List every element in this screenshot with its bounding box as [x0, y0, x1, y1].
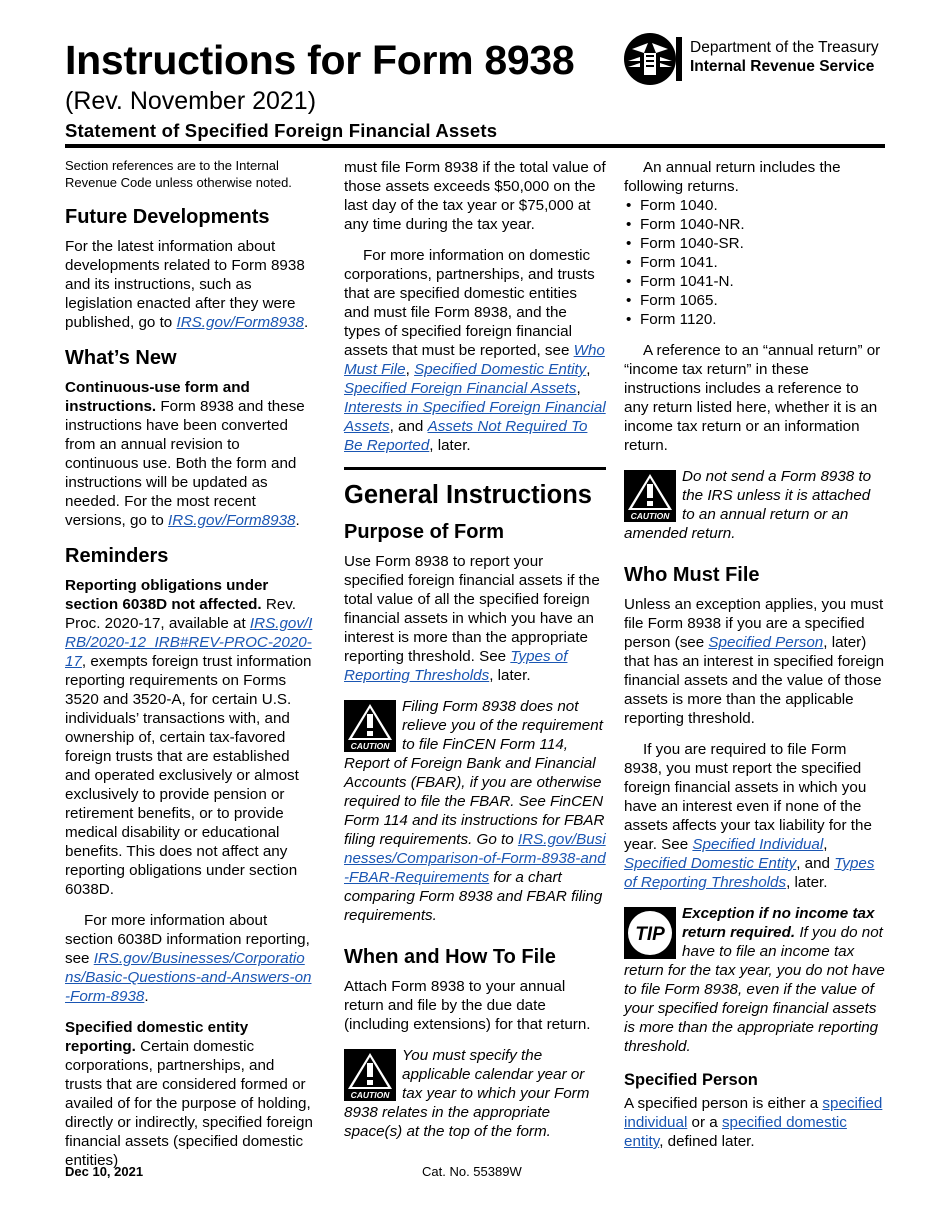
column-1 [65, 158, 313, 1182]
continued-text: must file Form 8938 if the total value of those assets exceeds $50,000 on the last day of the tax year or $75,000 at any time during the tax year. [344, 159, 606, 233]
list-item: • Form 1040-NR. [624, 215, 886, 234]
continuous-use-text: Continuous-use form and instructions. Form 8938 and these instructions have been converted from an annual revision to continuous use. Both the form and instructions will be updated as needed. For the most recent versions, go to IRS.gov/Form8938. [65, 379, 305, 529]
column-3 [624, 158, 886, 1163]
heading-specified-person: Specified Person [624, 1071, 758, 1089]
agency-department: Department of the Treasury [690, 39, 879, 56]
list-item: • Form 1041-N. [624, 272, 886, 291]
link-rev-proc[interactable]: IRS.gov/IRB/2020-12_IRB#REV-PROC-2020-17 [65, 615, 313, 670]
heading-reminders: Reminders [65, 545, 169, 567]
caution-label: CAUTION [630, 511, 670, 521]
more-info-domestic-text: For more information on domestic corporations, partnerships, and trusts that are specified domestic entities and must file Form 8938, and the types of specified foreign financial assets that must be reported, see Who Must File, Specified Domestic Entity, Specified Foreign Financial Assets, Interests in Specified Foreign Financial Assets, and Assets Not Required To Be Reported, later. [344, 247, 606, 454]
caution-label: CAUTION [350, 1090, 390, 1100]
when-text: Attach Form 8938 to your annual return and file by the due date (including extensions) for that return. [344, 978, 591, 1033]
link-specified-person[interactable]: Specified Person [708, 634, 824, 651]
page-title: Instructions for Form 8938 [65, 37, 575, 83]
link-irs-form8938-2[interactable]: IRS.gov/Form8938 [168, 512, 296, 529]
list-item: • Form 1040-SR. [624, 234, 886, 253]
annual-return-text: An annual return includes the following returns. [624, 159, 841, 195]
annual-return-reference-text: A reference to an “annual return” or “income tax return” in these instructions includes a reference to any return listed here, whether it is an income tax return or an information return. [624, 342, 881, 454]
link-types-of-thresholds-2[interactable]: Types of Reporting Thresholds [624, 855, 875, 891]
heading-who-must-file: Who Must File [624, 564, 760, 586]
heading-when-and-how: When and How To File [344, 946, 556, 968]
footer-date: Dec 10, 2021 [65, 1164, 144, 1179]
link-specified-domestic-entity-2[interactable]: Specified Domestic Entity [624, 855, 797, 872]
caution-icon [624, 470, 676, 522]
tip-icon [624, 907, 676, 959]
purpose-text: Use Form 8938 to report your specified foreign financial assets if the total value of all the specified foreign financial assets in which you have an interest is more than the appropriate reporting threshold. See Types of Reporting Thresholds, later. [344, 553, 600, 684]
link-basic-questions[interactable]: IRS.gov/Businesses/Corporations/Basic-Questions-and-Answers-on-Form-8938 [65, 950, 312, 1005]
list-item: • Form 1040. [624, 196, 886, 215]
tip-label: TIP [635, 924, 665, 945]
link-specified-individual-2[interactable]: specified individual [624, 1095, 883, 1131]
link-interests-in-sffa[interactable]: Interests in Specified Foreign Financial Assets [344, 399, 606, 435]
more-info-6038d-text: For more information about section 6038D information reporting, see IRS.gov/Businesses/Corporations/Basic-Questions-and-Answers-on-Form-8938. [65, 912, 312, 1005]
required-to-file-text: If you are required to file Form 8938, you must report the specified foreign financial assets in which you have an interest even if none of the assets affects your tax liability for the year. See Specified Individual, Specified Domestic Entity, and Types of Reporting Thresholds, later. [624, 741, 875, 891]
list-item: • Form 1065. [624, 291, 886, 310]
agency-name [690, 38, 879, 76]
caution-icon [344, 1049, 396, 1101]
section-references: Section references are to the Internal Revenue Code unless otherwise noted. [65, 158, 292, 190]
irs-eagle-logo-icon [622, 31, 684, 87]
heading-purpose-of-form: Purpose of Form [344, 521, 505, 543]
link-comparison-8938-fbar[interactable]: IRS.gov/Businesses/Comparison-of-Form-8938-and-FBAR-Requirements [344, 831, 606, 886]
who-must-file-text: Unless an exception applies, you must file Form 8938 if you are a specified person (see Specified Person, later) that has an interest in specified foreign financial assets and the value of those assets is more than the applicable reporting threshold. [624, 596, 885, 727]
specified-domestic-entity-text: Specified domestic entity reporting. Certain domestic corporations, partnerships, and trusts that are considered formed or availed of for the purpose of holding, directly or indirectly, specified foreign financial assets (specified domestic entities) [65, 1019, 313, 1169]
link-specified-individual[interactable]: Specified Individual [692, 836, 824, 853]
heading-whats-new: What’s New [65, 347, 177, 369]
list-item: • Form 1120. [624, 310, 886, 329]
agency-irs: Internal Revenue Service [690, 58, 875, 75]
specified-person-text: A specified person is either a specified individual or a specified domestic entity, defined later. [624, 1095, 883, 1150]
reporting-obligations-text: Reporting obligations under section 6038D not affected. Rev. Proc. 2020-17, available at IRS.gov/IRB/2020-12_IRB#REV-PROC-2020-17, exempts foreign trust information reporting requirements on Forms 3520 and 3520-A, for certain U.S. individuals’ transactions with, and ownership of, certain tax-favored foreign trusts that are established and operated exclusively or almost exclusively to provide pension or retirement benefits, or to provide medical disability or educational benefits. This does not affect any reporting obligations under section 6038D. [65, 577, 313, 898]
footer-catalog-number: Cat. No. 55389W [422, 1164, 522, 1179]
link-specified-domestic-entity[interactable]: Specified Domestic Entity [414, 361, 587, 378]
column-2 [344, 158, 606, 1153]
future-developments-text: For the latest information about developments related to Form 8938 and its instructions, such as legislation enacted after they were published, go to IRS.gov/Form8938. [65, 238, 309, 331]
link-specified-foreign-financial-assets[interactable]: Specified Foreign Financial Assets [344, 380, 577, 397]
link-irs-form8938[interactable]: IRS.gov/Form8938 [176, 314, 304, 331]
revision-date: (Rev. November 2021) [65, 87, 317, 115]
caution-note-do-not-send: CAUTION Do not send a Form 8938 to the IRS unless it is attached to an annual return or an amended return. [624, 468, 872, 542]
link-specified-domestic-entity-3[interactable]: specified domestic entity [624, 1114, 847, 1150]
caution-icon [344, 700, 396, 752]
header-rule [65, 144, 885, 148]
caution-note-tax-year: CAUTION You must specify the applicable calendar year or tax year to which your Form 8938 relates in the appropriate space(s) at the top of the form. [344, 1047, 590, 1140]
link-assets-not-required[interactable]: Assets Not Required To Be Reported [344, 418, 588, 454]
link-who-must-file[interactable]: Who Must File [344, 342, 605, 378]
caution-note-fbar: CAUTION Filing Form 8938 does not relieve you of the requirement to file FinCEN Form 114, Report of Foreign Bank and Financial Accounts (FBAR), if you are otherwise required to file the FBAR. See FinCEN Form 114 and its instructions for FBAR filing requirements. Go to IRS.gov/Businesses/Comparison-of-Form-8938-and-FBAR-Requirements for a chart comparing Form 8938 and FBAR filing requirements. [344, 698, 606, 924]
tip-note-no-income-tax: TIP Exception if no income tax return required. If you do not have to file an income tax return for the tax year, you do not have to file Form 8938, even if the value of your specified foreign financial assets is more than the appropriate reporting threshold. [624, 905, 885, 1055]
list-item: • Form 1041. [624, 253, 886, 272]
form-subtitle: Statement of Specified Foreign Financial Assets [65, 120, 498, 141]
caution-label: CAUTION [350, 741, 390, 751]
heading-general-instructions: General Instructions [344, 467, 606, 510]
link-types-of-thresholds[interactable]: Types of Reporting Thresholds [344, 648, 568, 684]
annual-return-forms-list [624, 196, 886, 329]
heading-future-developments: Future Developments [65, 206, 270, 228]
